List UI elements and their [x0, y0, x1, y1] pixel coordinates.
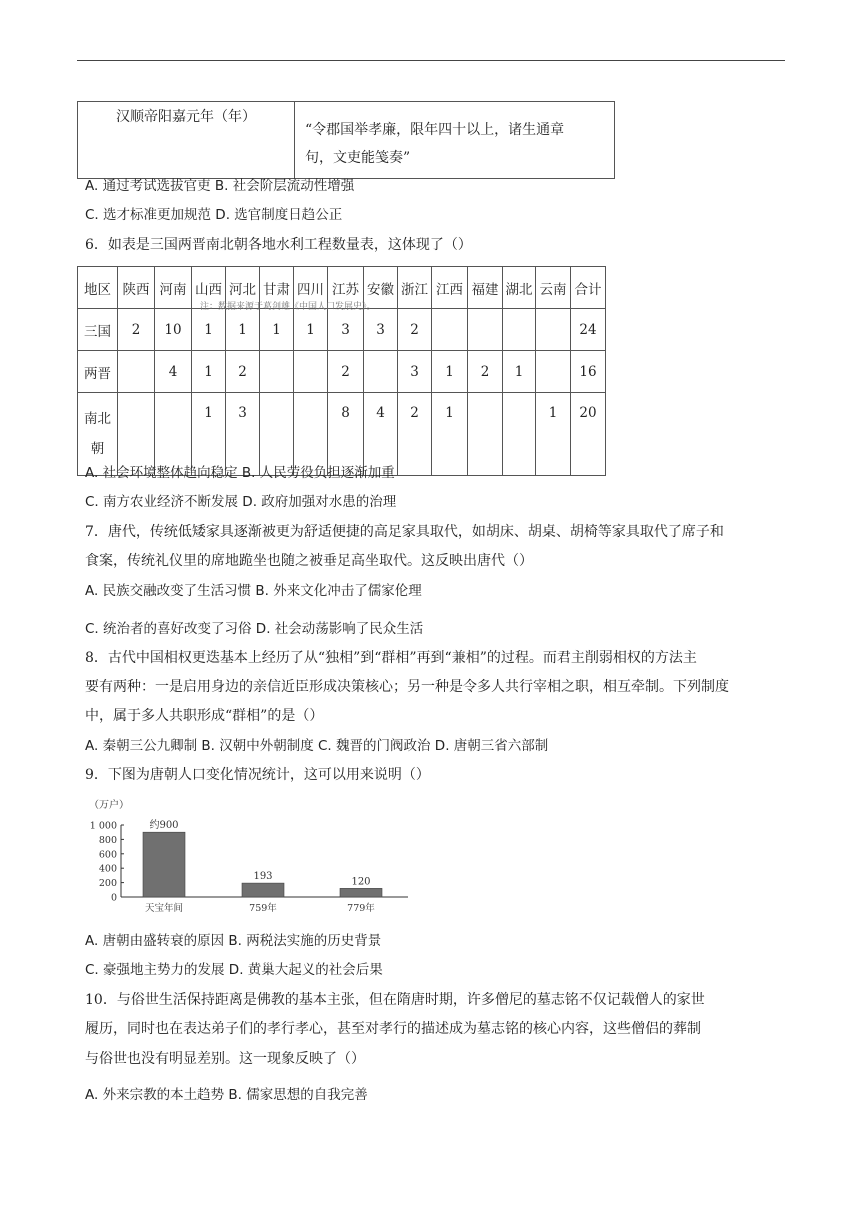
selection-table [77, 101, 615, 179]
bar [242, 883, 284, 897]
bar-data-label: 120 [351, 876, 371, 888]
header-cell: 河南 [155, 267, 192, 309]
header-cell: 地区 [78, 267, 118, 309]
q8-line-3: 中，属于多人共职形成“群相”的是（） [85, 708, 324, 724]
q8-options: A. 秦朝三公九卿制 B. 汉朝中外朝制度 C. 魏晋的门阀政治 D. 唐朝三省六部制 [85, 738, 549, 754]
table-cell: 8 [328, 393, 364, 476]
bar [143, 832, 185, 897]
q6-stem: 6．如表是三国两晋南北朝各地水利工程数量表，这体现了（） [85, 237, 472, 253]
y-tick-label: 600 [98, 849, 117, 861]
table-cell: 2 [226, 351, 260, 393]
table-cell [503, 309, 536, 351]
q10-options-1: A. 外来宗教的本土趋势 B. 儒家思想的自我完善 [85, 1087, 368, 1103]
table-cell: 3 [226, 393, 260, 476]
table-cell [364, 351, 398, 393]
y-tick-label: 0 [110, 892, 117, 904]
q9-stem: 9．下图为唐朝人口变化情况统计，这可以用来说明（） [85, 767, 430, 783]
table-cell: 16 [571, 351, 606, 393]
header-cell: 湖北 [503, 267, 536, 309]
table-cell: 2 [398, 309, 432, 351]
period-label: 汉顺帝阳嘉元年（年） [116, 109, 256, 125]
table-cell: 20 [571, 393, 606, 476]
table-row [78, 351, 606, 393]
header-cell: 合计 [571, 267, 606, 309]
y-axis-label: （万户） [89, 800, 129, 811]
header-rule [77, 60, 785, 61]
header-cell: 江苏 [328, 267, 364, 309]
q5-options-2: C. 选才标准更加规范 D. 选官制度日趋公正 [85, 207, 343, 223]
table-cell [294, 351, 328, 393]
header-cell: 云南 [536, 267, 571, 309]
x-tick-label: 759年 [249, 903, 277, 914]
table-cell: 4 [155, 351, 192, 393]
y-tick-label: 800 [98, 834, 117, 846]
table-cell: 1 [432, 351, 468, 393]
table-cell [536, 309, 571, 351]
table-cell: 10 [155, 309, 192, 351]
row-label: 南北 朝 [78, 393, 118, 476]
table-cell: 2 [328, 351, 364, 393]
quote-line-1: “令郡国举孝廉，限年四十以上，诸生通章 [305, 122, 565, 138]
q9-options-1: A. 唐朝由盛转衰的原因 B. 两税法实施的历史背景 [85, 933, 382, 949]
header-cell: 四川 [294, 267, 328, 309]
q9-options-2: C. 豪强地主势力的发展 D. 黄巢大起义的社会后果 [85, 962, 383, 978]
table-cell: 1 [192, 393, 226, 476]
table-cell: 1 [260, 309, 294, 351]
table-cell: 1 [226, 309, 260, 351]
q10-line-3: 与俗世也没有明显差别。这一现象反映了（） [85, 1051, 365, 1067]
header-cell: 河北 [226, 267, 260, 309]
bar [340, 888, 382, 897]
q6-options-1: A. 社会环境整体趋向稳定 B. 人民劳役负担逐渐加重 [85, 465, 395, 481]
table-cell [468, 393, 503, 476]
table-cell: 1 [432, 393, 468, 476]
x-tick-label: 天宝年间 [144, 903, 184, 914]
q8-line-1: 8．古代中国相权更迭基本上经历了从“独相”到“群相”再到“兼相”的过程。而君主削弱相权的方法主 [85, 650, 697, 666]
table-cell-period [78, 102, 295, 179]
table-cell [536, 351, 571, 393]
table-cell: 4 [364, 393, 398, 476]
header-cell: 浙江 [398, 267, 432, 309]
table-cell: 1 [536, 393, 571, 476]
table-cell: 3 [398, 351, 432, 393]
header-cell: 福建 [468, 267, 503, 309]
q5-options-1: A. 通过考试选拔官吏 B. 社会阶层流动性增强 [85, 178, 355, 194]
table-cell: 3 [328, 309, 364, 351]
table-source-note: 注：数据来源于葛剑雄《中国人口发展史》。 [200, 302, 376, 312]
q7-options-1: A. 民族交融改变了生活习惯 B. 外来文化冲击了儒家伦理 [85, 583, 422, 599]
table-cell [468, 309, 503, 351]
table-cell: 3 [364, 309, 398, 351]
table-cell [503, 393, 536, 476]
header-cell: 甘肃 [260, 267, 294, 309]
header-cell: 山西 [192, 267, 226, 309]
table-cell: 1 [192, 309, 226, 351]
q8-line-2: 要有两种：一是启用身边的亲信近臣形成决策核心；另一种是令多人共行宰相之职，相互牵制。下列制度 [85, 679, 729, 695]
population-bar-chart [73, 795, 413, 925]
q7-options-2: C. 统治者的喜好改变了习俗 D. 社会动荡影响了民众生活 [85, 621, 424, 637]
q6-options-2: C. 南方农业经济不断发展 D. 政府加强对水患的治理 [85, 494, 397, 510]
y-tick-label: 1 000 [89, 820, 117, 832]
header-cell: 江西 [432, 267, 468, 309]
table-cell: 1 [192, 351, 226, 393]
table-cell: 1 [294, 309, 328, 351]
q7-line-1: 7．唐代，传统低矮家具逐渐被更为舒适便捷的高足家具取代，如胡床、胡桌、胡椅等家具取代了席子和 [85, 524, 724, 540]
table-cell: 2 [398, 393, 432, 476]
bar-data-label: 约900 [149, 820, 179, 832]
bar-data-label: 193 [253, 871, 273, 883]
row-label: 三国 [78, 309, 118, 351]
q10-line-2: 履历，同时也在表达弟子们的孝行孝心，甚至对孝行的描述成为墓志铭的核心内容，这些僧侣的葬制 [85, 1021, 701, 1037]
table-cell: 2 [118, 309, 155, 351]
y-tick-label: 400 [98, 863, 117, 875]
table-cell: 1 [503, 351, 536, 393]
row-label: 两晋 [78, 351, 118, 393]
q10-line-1: 10．与俗世生活保持距离是佛教的基本主张，但在隋唐时期，许多僧尼的墓志铭不仅记载僧人的家世 [85, 992, 705, 1008]
header-cell: 安徽 [364, 267, 398, 309]
header-cell: 陕西 [118, 267, 155, 309]
q7-line-2: 食案，传统礼仪里的席地跪坐也随之被垂足高坐取代。这反映出唐代（） [85, 553, 533, 569]
table-cell [260, 351, 294, 393]
table-cell-quote [295, 102, 615, 179]
table-cell [118, 351, 155, 393]
quote-line-2: 句，文吏能笺奏” [305, 150, 411, 166]
table-cell [432, 309, 468, 351]
table-cell: 2 [468, 351, 503, 393]
table-row [78, 309, 606, 351]
x-tick-label: 779年 [347, 903, 375, 914]
y-tick-label: 200 [98, 878, 117, 890]
water-works-table [77, 266, 606, 476]
table-cell: 24 [571, 309, 606, 351]
